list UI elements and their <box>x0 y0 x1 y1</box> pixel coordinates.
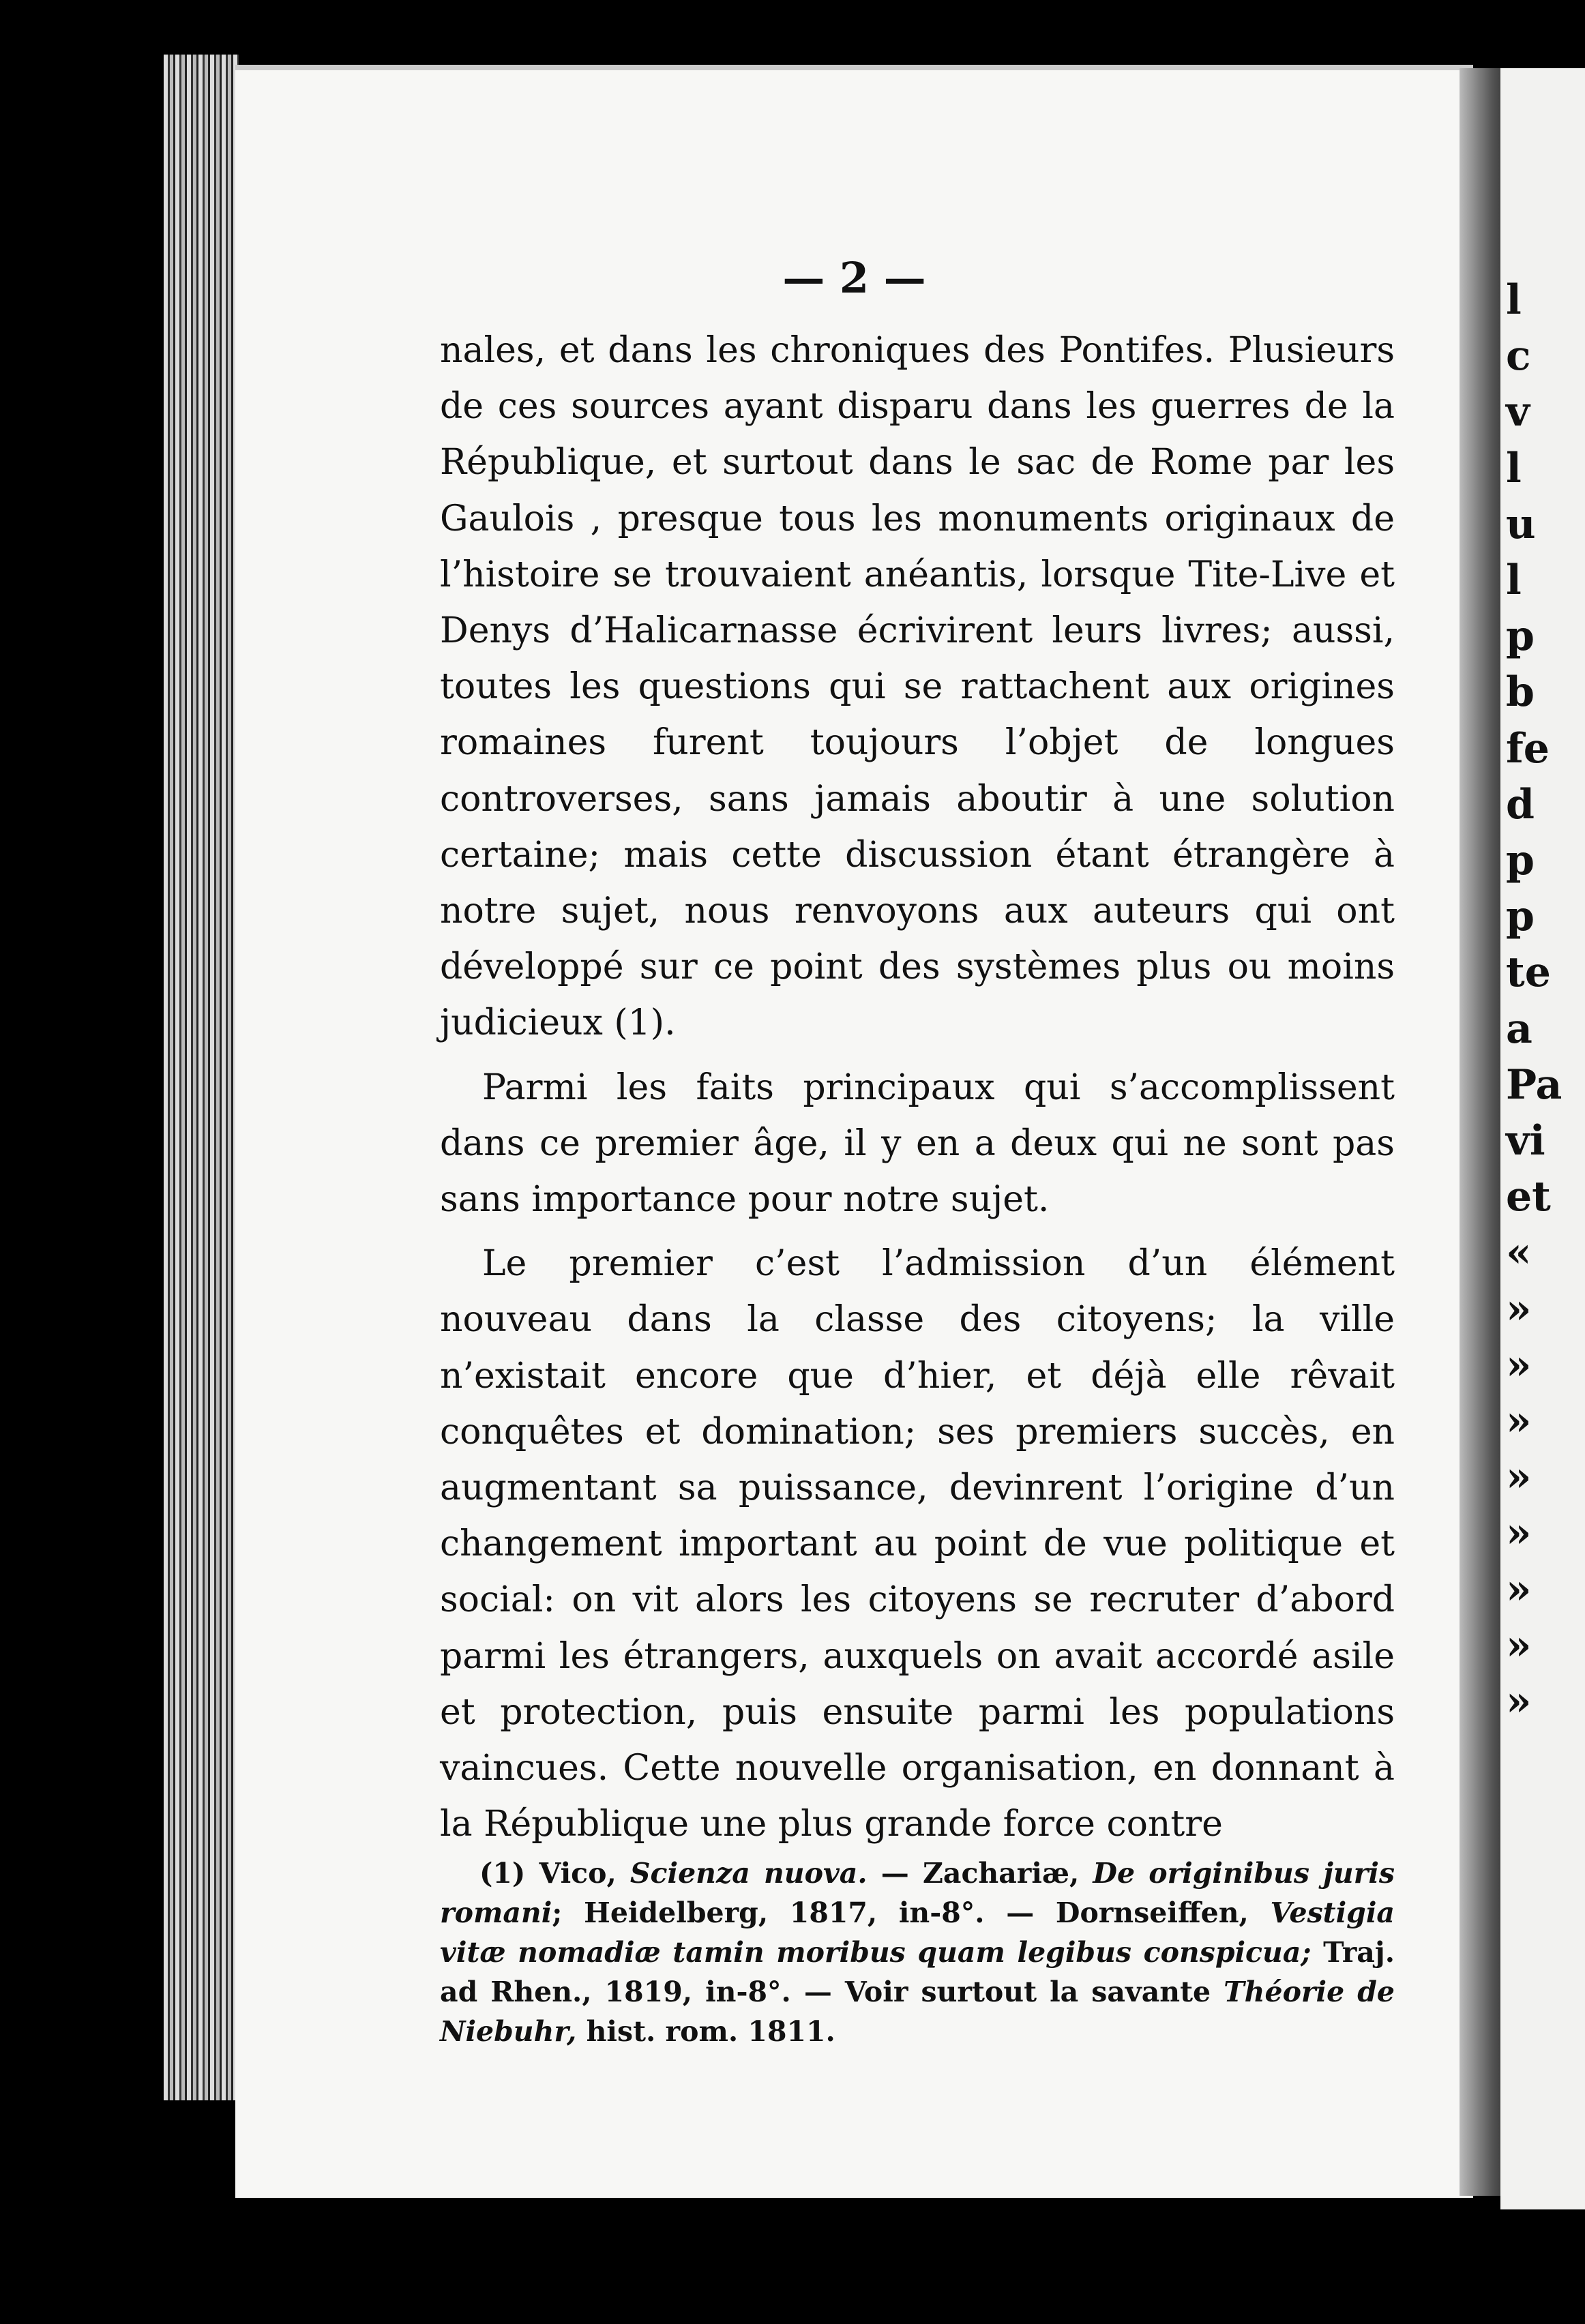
footnote-text-1: (1) Vico, <box>479 1857 630 1890</box>
facing-page-fragment: te <box>1506 949 1551 997</box>
facing-page-fragment: l <box>1506 556 1522 604</box>
facing-page-fragment: vi <box>1506 1117 1545 1165</box>
facing-page-fragment: » <box>1506 1453 1532 1502</box>
facing-page-fragment: » <box>1506 1285 1532 1333</box>
book-page <box>235 65 1473 2198</box>
page-edges <box>164 55 239 2100</box>
facing-page-fragment: v <box>1506 388 1530 436</box>
facing-page-fragment: p <box>1506 612 1535 661</box>
footnote <box>440 1853 1395 2051</box>
facing-page-fragment: a <box>1506 1004 1532 1053</box>
facing-page-fragment: « <box>1506 1229 1532 1277</box>
footnote-text-3: ; Heidelberg, 1817, in-8°. — Dornseiffen, <box>552 1896 1271 1929</box>
facing-page-fragment: » <box>1506 1397 1532 1445</box>
facing-page-fragment: l <box>1506 444 1522 492</box>
footnote-title-2: De originibus juris romani <box>440 1857 1395 1929</box>
facing-page-fragment: » <box>1506 1678 1532 1725</box>
facing-page-fragment: p <box>1506 837 1535 884</box>
footnote-text-4: Traj. ad Rhen., 1819, in-8°. — Voir surtout la savante <box>440 1936 1395 2008</box>
footnote-text-2: — Zachariæ, <box>867 1857 1093 1890</box>
facing-page-fragment: et <box>1506 1173 1551 1221</box>
facing-page-fragment: Pa <box>1506 1060 1562 1109</box>
facing-page-edge <box>1500 68 1585 2209</box>
facing-page-fragment: l <box>1506 276 1522 324</box>
facing-page-fragment: b <box>1506 668 1535 717</box>
footnote-text-5: hist. rom. 1811. <box>576 2015 835 2048</box>
page-number: — 2 — <box>782 253 926 303</box>
facing-page-fragment: » <box>1506 1565 1532 1613</box>
facing-page-fragment: u <box>1506 500 1536 548</box>
facing-page-fragment: p <box>1506 893 1535 941</box>
footnote-title-4: Théorie de Niebuhr, <box>440 1976 1395 2048</box>
facing-page-fragment: fe <box>1506 724 1550 773</box>
facing-page-fragment: » <box>1506 1509 1532 1558</box>
paragraph-3: Le premier c’est l’admission d’un élément nouveau dans la classe des citoyens; la ville n’existait encore que d’hier, et déjà elle rêvait conquêtes et domination; ses premiers succès, en augmentant sa puissance, devinrent l’origine d’un changement important au point de vue politique et social: on vit alors les citoyens se recruter d’abord parmi les étrangers, auxquels on avait accordé asile et protection, puis ensuite parmi les populations vaincues. Cette nouvelle organisation, en donnant à la République une plus grande force contre <box>440 1243 1395 1845</box>
facing-page-fragment: » <box>1506 1341 1532 1389</box>
facing-page-fragment: c <box>1506 332 1531 381</box>
footnote-title-3: Vestigia vitæ nomadiæ tamin moribus quam legibus conspicua; <box>440 1896 1395 1969</box>
facing-page-fragment: » <box>1506 1621 1532 1669</box>
facing-page-fragment: d <box>1506 780 1535 829</box>
paragraph-1: nales, et dans les chroniques des Pontifes. Plusieurs de ces sources ayant disparu dans les guerres de la République, et surtout dans le sac de Rome par les Gaulois , presque tous les monuments originaux de l’histoire se trouvaient anéantis, lorsque Tite-Live et Denys d’Halicarnasse écrivirent leurs livres; aussi, toutes les questions qui se rattachent aux origines romaines furent toujours l’objet de longues controverses, sans jamais aboutir à une solution certaine; mais cette discussion étant étrangère à notre sujet, nous renvoyons aux auteurs qui ont développé sur ce point des systèmes plus ou moins judicieux (1). <box>440 330 1395 1044</box>
paragraph-2: Parmi les faits principaux qui s’accomplissent dans ce premier âge, il y en a deux qui ne sont pas sans importance pour notre sujet. <box>440 1067 1395 1221</box>
body-text <box>440 323 1395 1852</box>
footnote-title-1: Scienza nuova. <box>629 1857 868 1890</box>
